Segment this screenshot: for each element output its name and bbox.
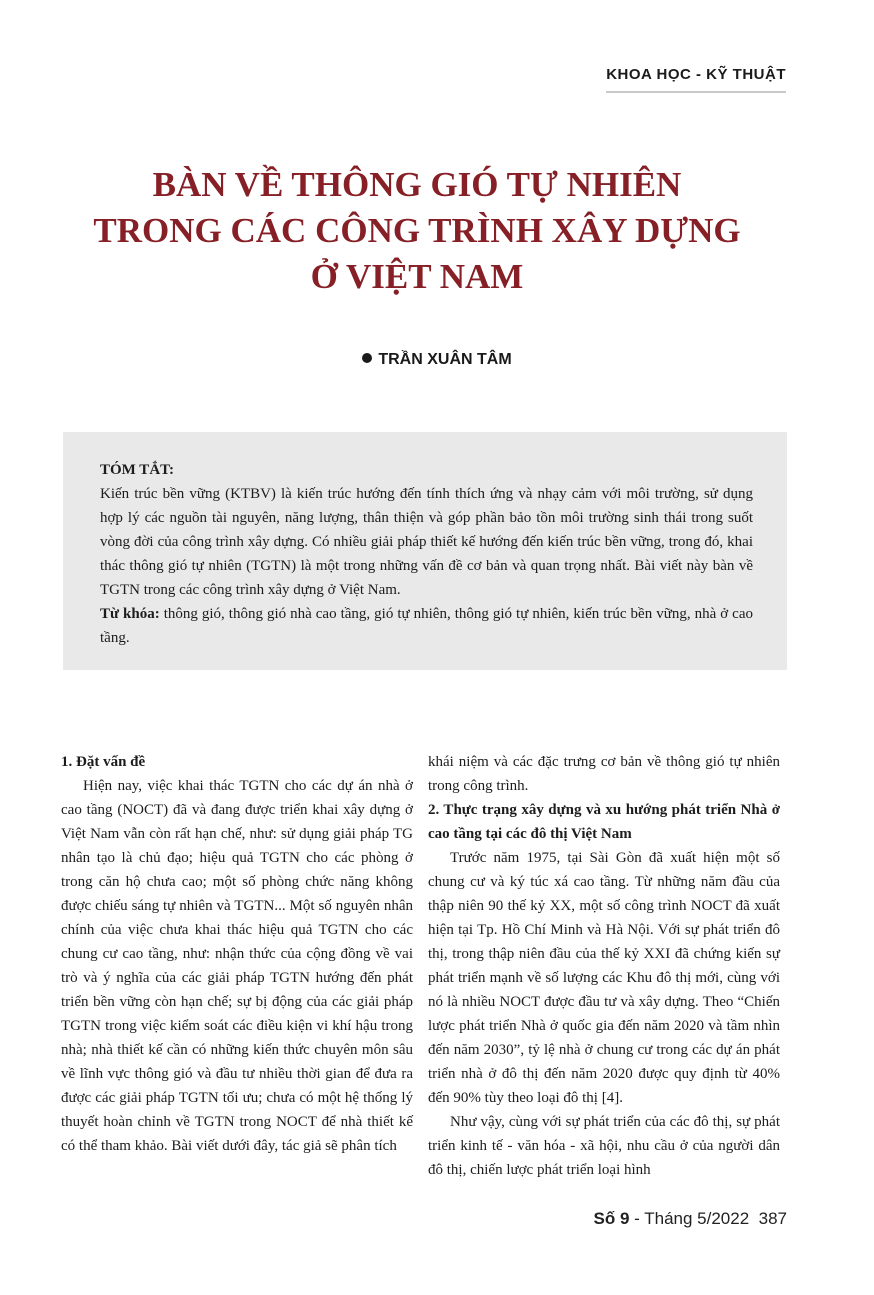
section-1-heading: 1. Đặt vấn đề [61,754,146,770]
bullet-icon [362,353,372,363]
continued-paragraph: khái niệm và các đặc trưng cơ bản về thông gió tự nhiên trong công trình. [428,754,780,794]
section-2-heading: 2. Thực trạng xây dựng và xu hướng phát triển Nhà ở cao tầng tại các đô thị Việt Nam [428,802,780,842]
section-tag: KHOA HỌC - KỸ THUẬT [606,66,786,83]
article-title [60,162,774,300]
page-number: 387 [758,1209,787,1228]
title-line-3: Ở VIỆT NAM [310,257,524,296]
issue-number: Số 9 [593,1209,630,1228]
left-column [61,750,413,1158]
title-line-1: BÀN VỀ THÔNG GIÓ TỰ NHIÊN [152,165,682,204]
keywords [100,602,753,650]
abstract-box [63,432,787,670]
page-footer [594,1209,787,1229]
keywords-label: Từ khóa: [100,606,160,622]
abstract-text: Kiến trúc bền vững (KTBV) là kiến trúc hướng đến tính thích ứng và nhạy cảm với môi trường, sử dụng hợp lý các nguồn tài nguyên, năng lượng, thân thiện và góp phần bảo tồn môi trường sinh thái trong suốt vòng đời của công trình xây dựng. Có nhiều giải pháp thiết kế hướng đến kiến trúc bền vững, trong đó, khai thác thông gió tự nhiên (TGTN) là một trong những vấn đề cơ bản và quan trọng nhất. Bài viết này bàn về TGTN trong các công trình xây dựng ở Việt Nam. [100,486,753,598]
abstract-heading: TÓM TẮT: [100,462,175,478]
author-byline [0,351,874,369]
title-line-2: TRONG CÁC CÔNG TRÌNH XÂY DỰNG [93,211,741,250]
section-1-paragraph: Hiện nay, việc khai thác TGTN cho các dự án nhà ở cao tầng (NOCT) đã và đang được triển khai xây dựng ở Việt Nam vẫn còn rất hạn chế, như: sử dụng giải pháp TG nhân tạo là chủ đạo; hiệu quả TGTN cho các phòng ở trong căn hộ chưa cao; một số phòng chức năng không được chiếu sáng tự nhiên và TGTN... Một số nguyên nhân chính của việc chưa khai thác hiệu quả TGTN cho các chung cư cao tầng, như: nhận thức của cộng đồng về vai trò và ý nghĩa của các giải pháp TGTN hướng đến phát triển bền vững còn hạn chế; sự bị động của các giải pháp TGTN trong việc kiểm soát các điều kiện vi khí hậu trong nhà; nhà thiết kế cần có những kiến thức chuyên môn sâu về lĩnh vực thông gió và đầu tư nhiều thời gian để đưa ra được các giải pháp TGTN tối ưu; chưa có một hệ thống lý thuyết hoàn chỉnh về TGTN trong NOCT để nhà thiết kế có thể tham khảo. Bài viết dưới đây, tác giả sẽ phân tích [61,778,413,1154]
keywords-text: thông gió, thông gió nhà cao tầng, gió tự nhiên, thông gió tự nhiên, kiến trúc bền vững, nhà ở cao tầng. [100,606,753,646]
author-name: TRẦN XUÂN TÂM [378,351,512,368]
section-2-paragraph-2: Như vậy, cùng với sự phát triển của các đô thị, sự phát triển kinh tế - văn hóa - xã hội, nhu cầu ở của người dân đô thị, chiến lược phát triển loại hình [428,1114,780,1178]
header-rule [606,91,786,93]
section-2-paragraph-1: Trước năm 1975, tại Sài Gòn đã xuất hiện một số chung cư và ký túc xá cao tầng. Từ những năm đầu của thập niên 90 thế kỷ XX, một số công trình NOCT đã xuất hiện tại Tp. Hồ Chí Minh và Hà Nội. Với sự phát triển đô thị, trong thập niên đầu của thế kỷ XXI đã chứng kiến sự phát triển mạnh về số lượng các Khu đô thị mới, cùng với nó là nhiều NOCT được đầu tư và xây dựng. Theo “Chiến lược phát triển Nhà ở quốc gia đến năm 2020 và tầm nhìn đến năm 2030”, tỷ lệ nhà ở chung cư trong các dự án phát triển nhà ở đô thị đến năm 2020 được quy định từ 40% đến 90% tùy theo loại đô thị [4]. [428,850,780,1106]
issue-date: - Tháng 5/2022 [629,1209,750,1228]
right-column [428,750,780,1182]
